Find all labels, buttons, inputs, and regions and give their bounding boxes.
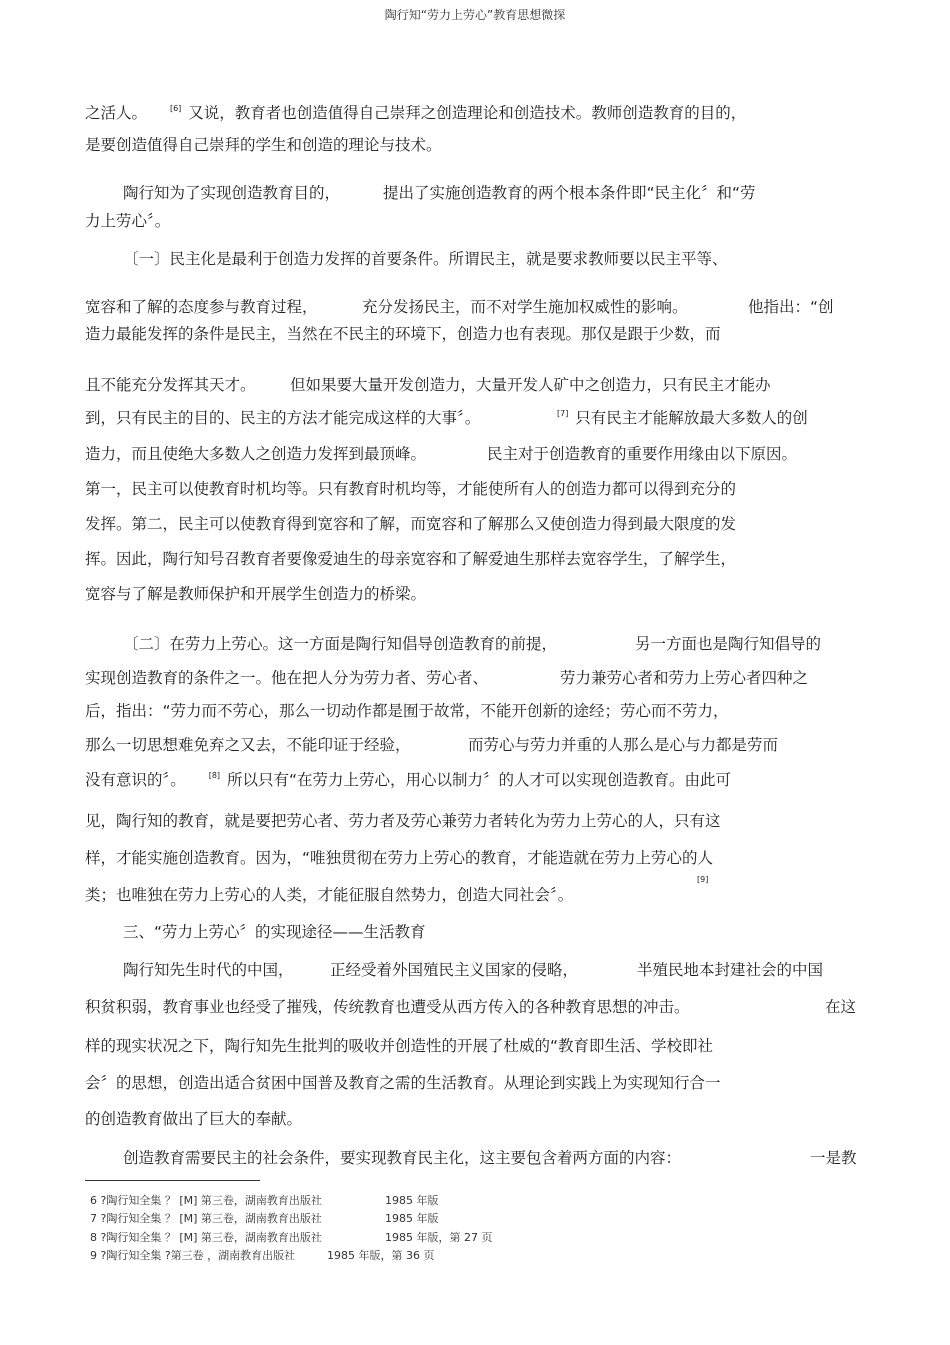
text-line: 造力，而且使绝大多数人之创造力发挥到最顶峰。: [85, 445, 427, 463]
text-line: 见，陶行知的教育，就是要把劳心者、劳力者及劳心兼劳力者转化为劳力上劳心的人，只有这: [85, 812, 721, 830]
text-line: 他指出：“创: [748, 298, 834, 316]
citation-marker: [7]: [557, 409, 569, 418]
text-line: 发挥。第二，民主可以使教育得到宽容和了解，而宽容和了解那么又使创造力得到最大限度的发: [85, 515, 737, 533]
footnote-year: 1985 年版，第 36 页: [327, 1249, 435, 1262]
text-line: 且不能充分发挥其天才。: [85, 376, 256, 394]
text-line: 民主对于创造教育的重要作用缘由以下原因。: [487, 445, 798, 463]
text-line: 另一方面也是陶行知倡导的: [635, 635, 822, 653]
text-line: 劳力兼劳心者和劳力上劳心者四种之: [560, 669, 809, 687]
footnote: 8 ?陶行知全集 ？ [M] 第三卷，湖南教育出版社: [90, 1231, 322, 1244]
text-line: 实现创造教育的条件之一。他在把人分为劳力者、劳心者、: [85, 669, 489, 687]
text-line: 创造教育需要民主的社会条件，要实现教育民主化，这主要包含着两方面的内容：: [123, 1149, 682, 1167]
text-line: 第一，民主可以使教育时机均等。只有教育时机均等，才能使所有人的创造力都可以得到充分的: [85, 480, 737, 498]
footnote-year: 1985 年版，第 27 页: [385, 1231, 493, 1244]
text-line: 陶行知为了实现创造教育目的，: [123, 184, 341, 202]
text-line: [555, 409, 808, 427]
text-line: 会〞的思想，创造出适合贫困中国普及教育之需的生活教育。从理论到实践上为实现知行合一: [85, 1074, 721, 1092]
text-line: [85, 771, 731, 789]
footnote: 7 ?陶行知全集 ？ [M] 第三卷，湖南教育出版社: [90, 1212, 322, 1225]
text-line: 造力最能发挥的条件是民主，当然在不民主的环境下，创造力也有表现。那仅是跟于少数，而: [85, 325, 721, 343]
text-line: 那么一切思想难免弃之又去，不能印证于经验，: [85, 736, 411, 754]
text-line: 提出了实施创造教育的两个根本条件即“民主化〞和“劳: [383, 184, 756, 202]
text-line: 正经受着外国殖民主义国家的侵略，: [330, 961, 579, 979]
footnote: 6 ?陶行知全集 ？ [M] 第三卷，湖南教育出版社: [90, 1194, 322, 1207]
text-segment: 之活人。: [85, 104, 148, 122]
text-line: 是要创造值得自己崇拜的学生和创造的理论与技术。: [85, 136, 442, 154]
text-line: 样的现实状况之下，陶行知先生批判的吸收并创造性的开展了杜威的“教育即生活、学校即社: [85, 1037, 714, 1055]
citation-marker: [6]: [169, 104, 182, 113]
text-line: [85, 104, 746, 122]
text-line: 类；也唯独在劳力上劳心的人类，才能征服自然势力，创造大同社会〞。: [85, 886, 574, 904]
text-line: 积贫积弱，教育事业也经受了摧残，传统教育也遭受从西方传入的各种教育思想的冲击。: [85, 998, 690, 1016]
footnote-separator: [85, 1180, 260, 1181]
text-segment: 所以只有“在劳力上劳心，用心以制力〞的人才可以实现创造教育。由此可: [226, 771, 732, 789]
text-line: 宽容与了解是教师保护和开展学生创造力的桥梁。: [85, 585, 427, 603]
text-line: 〔一〕民主化是最利于创造力发挥的首要条件。所谓民主，就是要求教师要以民主平等、: [123, 250, 728, 268]
text-line: 后，指出：“劳力而不劳心，那么一切动作都是囿于故常，不能开创新的途经；劳心而不劳力，: [85, 702, 729, 720]
section-heading: 三、“劳力上劳心〞的实现途径——生活教育: [123, 923, 426, 941]
text-line: 一是教: [810, 1149, 857, 1167]
text-segment: 又说，教育者也创造值得自己崇拜之创造理论和创造技术。教师创造教育的目的，: [188, 104, 747, 122]
text-line: 力上劳心〞。: [85, 212, 171, 230]
text-line: 〔二〕在劳力上劳心。这一方面是陶行知倡导创造教育的前提，: [123, 635, 558, 653]
footnote-year: 1985 年版: [385, 1212, 439, 1225]
text-line: 而劳心与劳力并重的人那么是心与力都是劳而: [468, 736, 779, 754]
text-line: 半殖民地本封建社会的中国: [637, 961, 824, 979]
citation-marker: [8]: [208, 771, 221, 780]
text-line: 样，才能实施创造教育。因为，“唯独贯彻在劳力上劳心的教育，才能造就在劳力上劳心的人: [85, 849, 714, 867]
text-line: 到，只有民主的目的、民主的方法才能完成这样的大事〞。: [85, 409, 481, 427]
text-line: 但如果要大量开发创造力，大量开发人矿中之创造力，只有民主才能办: [290, 376, 771, 394]
text-segment: 没有意识的〞。: [85, 771, 186, 789]
text-line: 的创造教育做出了巨大的奉献。: [85, 1110, 303, 1128]
text-line: 在这: [825, 998, 857, 1016]
text-line: 宽容和了解的态度参与教育过程，: [85, 298, 318, 316]
text-line: 充分发扬民主，而不对学生施加权威性的影响。: [362, 298, 688, 316]
footnote-year: 1985 年版: [385, 1194, 439, 1207]
citation-marker: [9]: [697, 875, 709, 884]
text-line: 陶行知先生时代的中国，: [123, 961, 294, 979]
footnote: 9 ?陶行知全集 ?第三卷 ，湖南教育出版社: [90, 1249, 296, 1262]
text-line: 挥。因此，陶行知号召教育者要像爱迪生的母亲宽容和了解爱迪生那样去宽容学生，了解学生，: [85, 550, 737, 568]
text-segment: 只有民主才能解放最大多数人的创: [575, 409, 808, 427]
running-header: 陶行知“劳力上劳心”教育思想微探: [384, 8, 566, 22]
